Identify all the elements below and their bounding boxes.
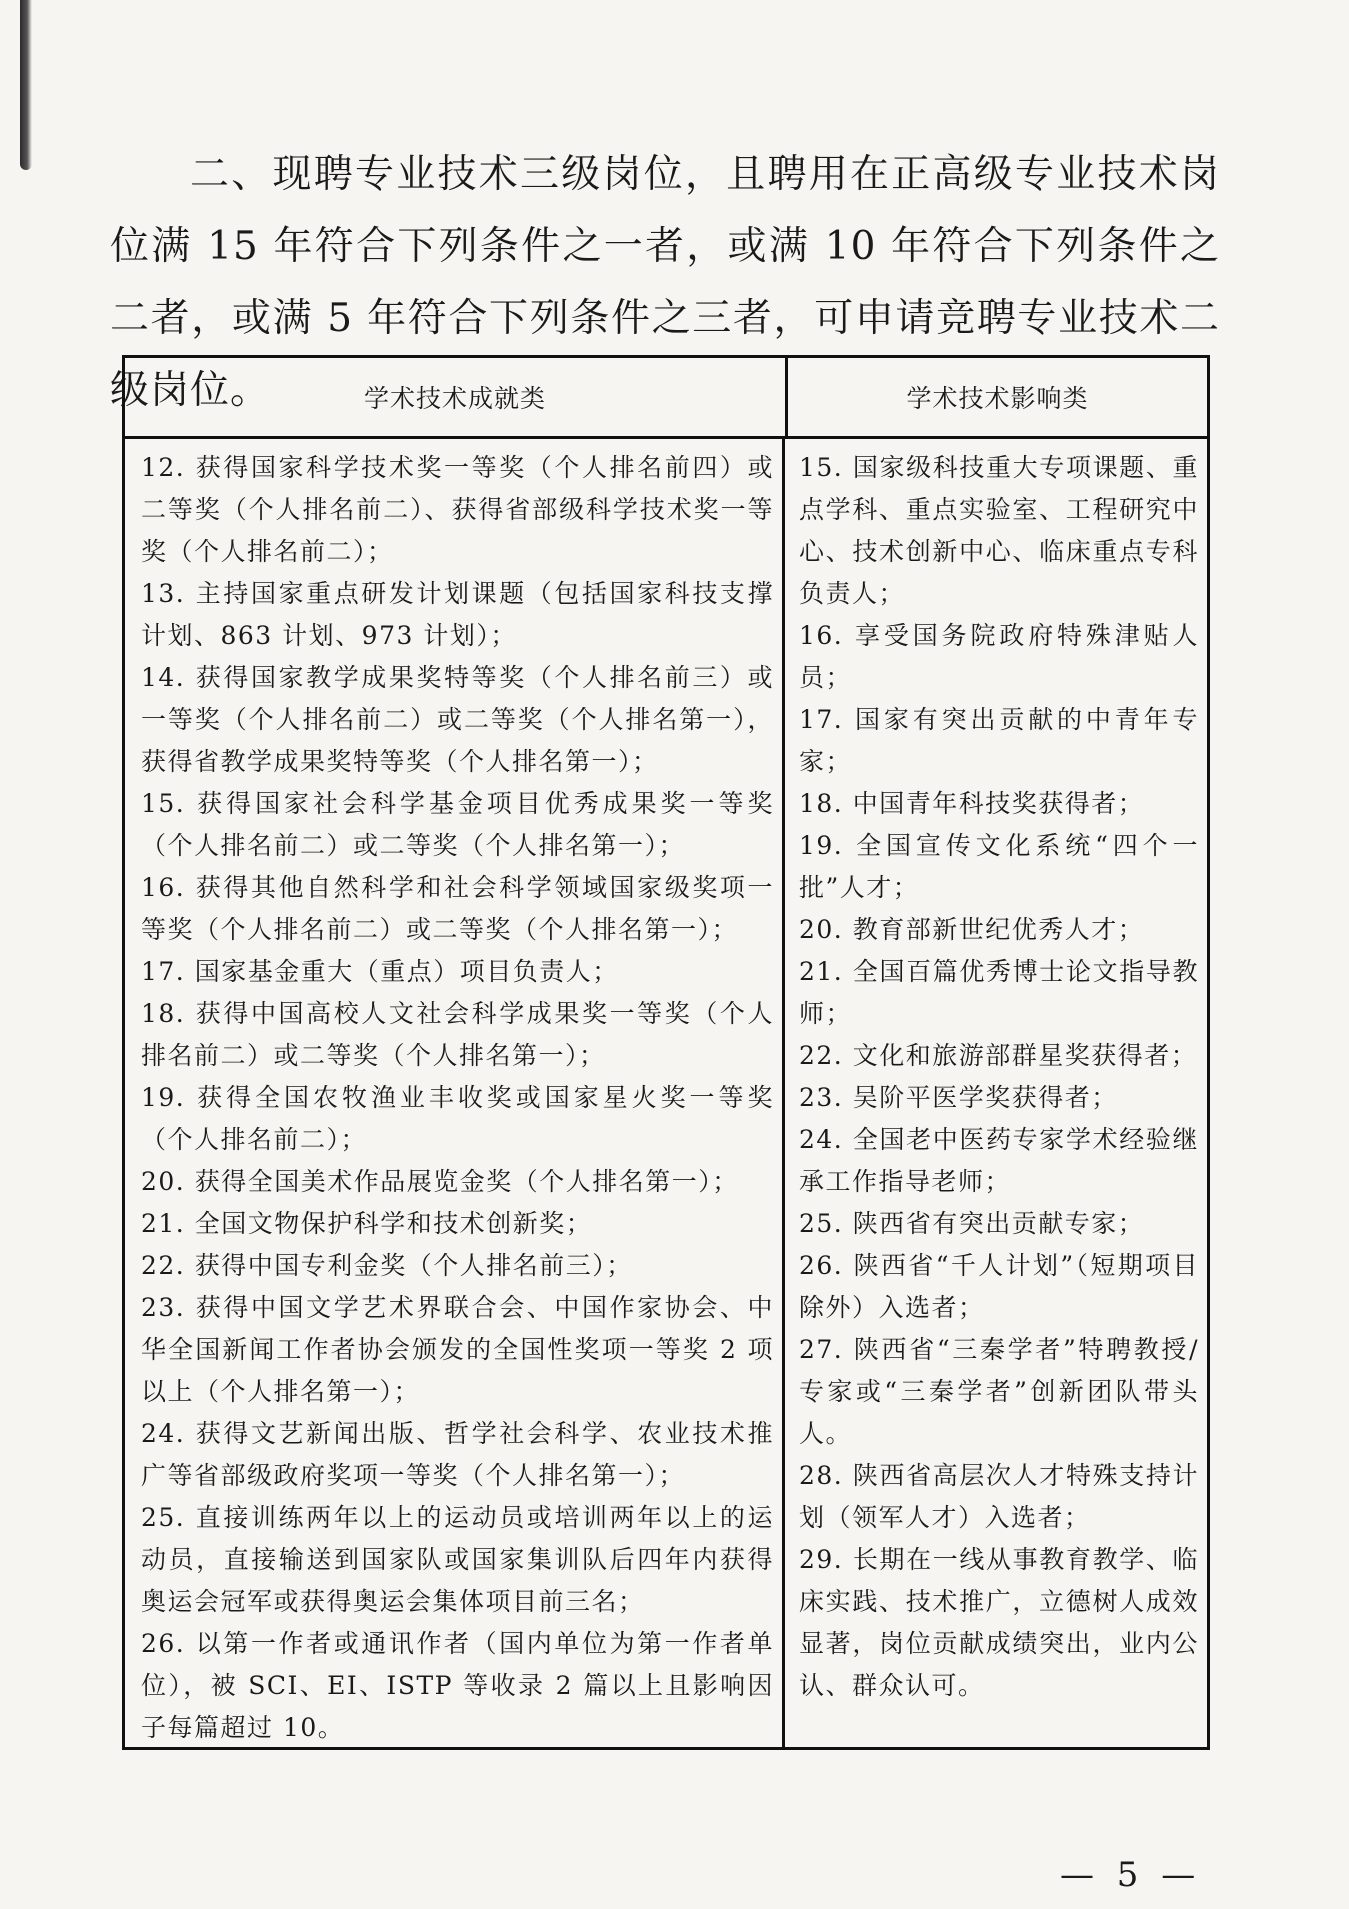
influence-item: 15. 国家级科技重大专项课题、重点学科、重点实验室、工程研究中心、技术创新中心、临床重点专科负责人； — [799, 453, 1199, 608]
influence-item: 19. 全国宣传文化系统“四个一批”人才； — [799, 831, 1199, 902]
influence-item: 18. 中国青年科技奖获得者； — [799, 789, 1145, 818]
header-academic-achievement: 学术技术成就类 — [125, 358, 788, 436]
achievement-column — [125, 439, 785, 1749]
achievement-item: 21. 全国文物保护科学和技术创新奖； — [141, 1209, 593, 1238]
influence-column — [785, 439, 1207, 1749]
criteria-table — [122, 355, 1210, 1750]
influence-item: 16. 享受国务院政府特殊津贴人员； — [799, 621, 1199, 692]
influence-item: 17. 国家有突出贡献的中青年专家； — [799, 705, 1199, 776]
achievement-item: 14. 获得国家教学成果奖特等奖（个人排名前三）或一等奖（个人排名前二）或二等奖（个人排名第一），获得省教学成果奖特等奖（个人排名第一）； — [141, 663, 774, 776]
influence-item: 20. 教育部新世纪优秀人才； — [799, 915, 1145, 944]
influence-item: 23. 吴阶平医学奖获得者； — [799, 1083, 1118, 1112]
table-body-row — [125, 439, 1207, 1749]
intro-paragraph: 二、现聘专业技术三级岗位，且聘用在正高级专业技术岗位满 15 年符合下列条件之一者，或满 10 年符合下列条件之二者，或满 5 年符合下列条件之三者，可申请竞聘专业技术二级岗位。 — [110, 152, 1220, 413]
achievement-item: 25. 直接训练两年以上的运动员或培训两年以上的运动员，直接输送到国家队或国家集训队后四年内获得奥运会冠军或获得奥运会集体项目前三名； — [141, 1503, 774, 1616]
influence-item: 25. 陕西省有突出贡献专家； — [799, 1209, 1145, 1238]
achievement-item: 20. 获得全国美术作品展览金奖（个人排名第一）； — [141, 1167, 739, 1196]
influence-item: 29. 长期在一线从事教育教学、临床实践、技术推广，立德树人成效显著，岗位贡献成绩突出，业内公认、群众认可。 — [799, 1545, 1199, 1700]
achievement-item: 23. 获得中国文学艺术界联合会、中国作家协会、中华全国新闻工作者协会颁发的全国性奖项一等奖 2 项以上（个人排名第一）； — [141, 1293, 774, 1406]
header-academic-influence: 学术技术影响类 — [906, 384, 1089, 413]
achievement-item: 18. 获得中国高校人文社会科学成果奖一等奖（个人排名前二）或二等奖（个人排名第一）； — [141, 999, 774, 1070]
table-header-row — [125, 358, 1207, 439]
binding-mark — [20, 0, 32, 170]
achievement-item: 16. 获得其他自然科学和社会科学领域国家级奖项一等奖（个人排名前二）或二等奖（个人排名第一）； — [141, 873, 774, 944]
influence-item: 24. 全国老中医药专家学术经验继承工作指导老师； — [799, 1125, 1199, 1196]
achievement-item: 24. 获得文艺新闻出版、哲学社会科学、农业技术推广等省部级政府奖项一等奖（个人排名第一）； — [141, 1419, 774, 1490]
influence-item: 22. 文化和旅游部群星奖获得者； — [799, 1041, 1198, 1070]
achievement-item: 13. 主持国家重点研发计划课题（包括国家科技支撑计划、863 计划、973 计划）； — [141, 579, 774, 650]
influence-item: 28. 陕西省高层次人才特殊支持计划（领军人才）入选者； — [799, 1461, 1199, 1532]
influence-item: 27. 陕西省“三秦学者”特聘教授/专家或“三秦学者”创新团队带头人。 — [799, 1335, 1199, 1448]
achievement-item: 22. 获得中国专利金奖（个人排名前三）； — [141, 1251, 633, 1280]
achievement-item: 26. 以第一作者或通讯作者（国内单位为第一作者单位），被 SCI、EI、ISTP 等收录 2 篇以上且影响因子每篇超过 10。 — [141, 1629, 774, 1742]
achievement-item: 12. 获得国家科学技术奖一等奖（个人排名前四）或二等奖（个人排名前二）、获得省部级科学技术奖一等奖（个人排名前二）； — [141, 453, 774, 566]
achievement-item: 15. 获得国家社会科学基金项目优秀成果奖一等奖（个人排名前二）或二等奖（个人排名第一）； — [141, 789, 774, 860]
page-number: — 5 — — [1060, 1855, 1202, 1895]
influence-item: 21. 全国百篇优秀博士论文指导教师； — [799, 957, 1199, 1028]
influence-item: 26. 陕西省“千人计划”（短期项目除外）入选者； — [799, 1251, 1199, 1322]
achievement-item: 19. 获得全国农牧渔业丰收奖或国家星火奖一等奖（个人排名前二）； — [141, 1083, 774, 1154]
achievement-item: 17. 国家基金重大（重点）项目负责人； — [141, 957, 619, 986]
